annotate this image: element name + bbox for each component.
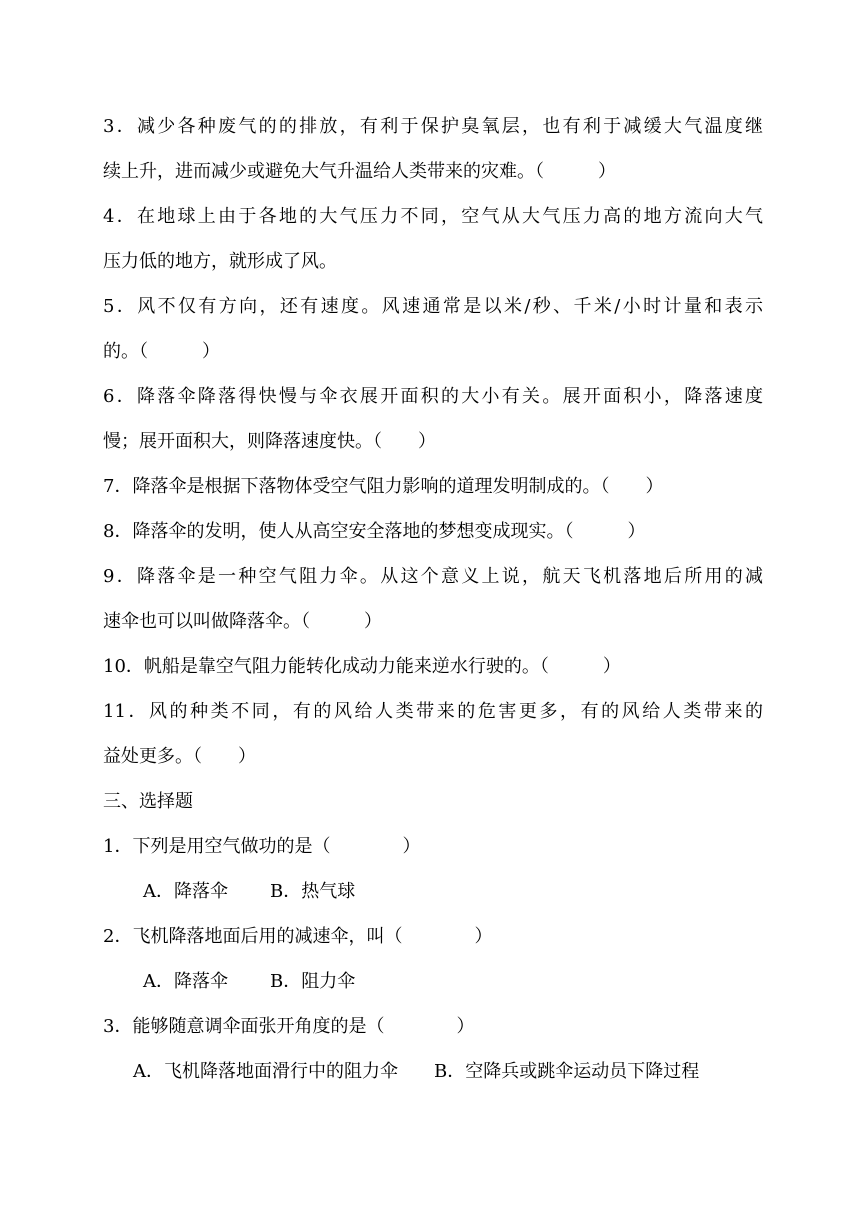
option-b: B．阻力伞: [270, 971, 356, 992]
option-a: A．飞机降落地面滑行中的阻力伞: [133, 1061, 398, 1082]
question-9-line-1: 9．降落伞是一种空气阻力伞。从这个意义上说，航天飞机落地后所用的减: [103, 566, 763, 587]
choice-question-1-stem: 1．下列是用空气做功的是（ ）: [103, 836, 421, 857]
question-11-line-1: 11．风的种类不同，有的风给人类带来的危害更多，有的风给人类带来的: [103, 701, 763, 722]
question-5-line-2: 的。（ ）: [103, 341, 220, 362]
choice-question-2-stem: 2．飞机降落地面后用的减速伞，叫（ ）: [103, 926, 493, 947]
question-4-line-1: 4．在地球上由于各地的大气压力不同，空气从大气压力高的地方流向大气: [103, 206, 763, 227]
question-8-line: 8．降落伞的发明，使人从高空安全落地的梦想变成现实。（ ）: [103, 521, 646, 542]
option-a: A．降落伞: [143, 971, 228, 992]
option-a: A．降落伞: [143, 881, 228, 902]
question-6-line-1: 6．降落伞降落得快慢与伞衣展开面积的大小有关。展开面积小，降落速度: [103, 386, 763, 407]
question-6-line-2: 慢；展开面积大，则降落速度快。（ ）: [103, 431, 436, 452]
choice-question-3-options: [103, 1049, 763, 1094]
question-10-line: 10．帆船是靠空气阻力能转化成动力能来逆水行驶的。（ ）: [103, 656, 621, 677]
option-b: B．空降兵或跳伞运动员下降过程: [434, 1061, 700, 1082]
question-9-line-2: 速伞也可以叫做降落伞。（ ）: [103, 611, 382, 632]
choice-question-2-options: [103, 959, 763, 1004]
question-5-line-1: 5．风不仅有方向，还有速度。风速通常是以米/秒、千米/小时计量和表示: [103, 296, 763, 317]
section-heading: 三、选择题: [103, 791, 193, 812]
choice-question-3-stem: 3．能够随意调伞面张开角度的是（ ）: [103, 1016, 475, 1037]
choice-question-1-options: [103, 869, 763, 914]
document-content: [103, 104, 763, 1094]
question-4-line-2: 压力低的地方，就形成了风。: [103, 251, 337, 272]
question-7-line: 7．降落伞是根据下落物体受空气阻力影响的道理发明制成的。（ ）: [103, 476, 664, 497]
question-11-line-2: 益处更多。（ ）: [103, 746, 256, 767]
question-3-line-2: 续上升，进而减少或避免大气升温给人类带来的灾难。（ ）: [103, 161, 616, 182]
question-3-line-1: 3．减少各种废气的的排放，有利于保护臭氧层，也有利于减缓大气温度继: [103, 116, 763, 137]
option-b: B．热气球: [270, 881, 356, 902]
